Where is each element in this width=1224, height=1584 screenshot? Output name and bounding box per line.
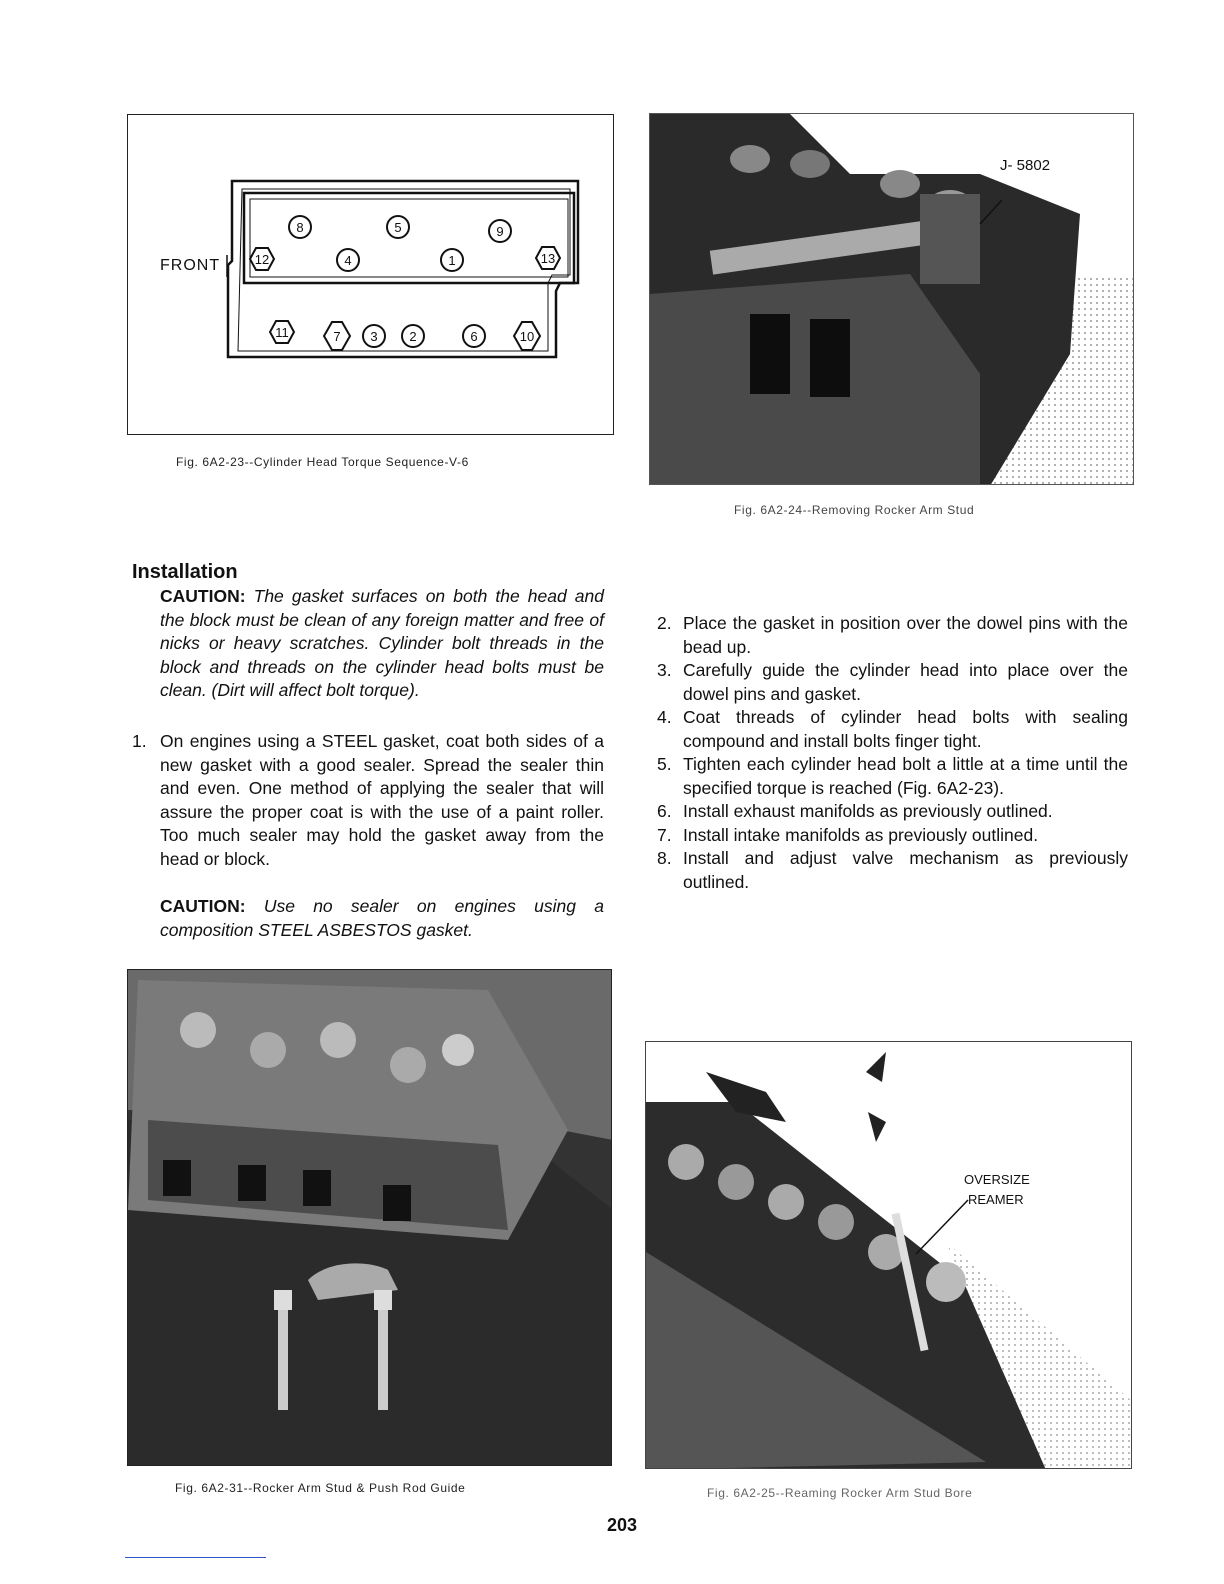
svg-text:12: 12: [254, 252, 270, 267]
step-3: 3. Carefully guide the cylinder head into place over the dowel pins and gasket.: [657, 660, 1128, 704]
bolt-11: [270, 321, 294, 343]
bolt-10: [514, 322, 540, 350]
step-7: 7. Install intake manifolds as previously outlined.: [657, 824, 1039, 845]
reaming-photo: [645, 1041, 1132, 1469]
oversize-label: OVERSIZE: [964, 1172, 1030, 1187]
deck-outline: [244, 193, 574, 283]
torque-sequence-figure: [127, 114, 614, 435]
installation-steps: [657, 612, 1128, 894]
svg-text:3: 3: [370, 329, 378, 344]
step-2: 2. Place the gasket in position over the dowel pins with the bead up.: [657, 613, 1128, 657]
bolt-2: [402, 325, 424, 347]
bolt-7: [324, 322, 350, 350]
svg-text:1: 1: [448, 253, 456, 268]
svg-text:8: 8: [296, 220, 304, 235]
bolt-1: [441, 249, 463, 271]
step-6: 6. Install exhaust manifolds as previously outlined.: [657, 801, 1053, 821]
fig-6a2-23-caption: Fig. 6A2-23--Cylinder Head Torque Sequence-V-6: [176, 455, 469, 469]
torque-sequence-diagram: [128, 115, 612, 433]
footer-rule: [125, 1557, 266, 1558]
bolt-3: [363, 325, 385, 347]
front-label: FRONT: [160, 257, 221, 274]
svg-text:5: 5: [394, 220, 402, 235]
svg-text:11: 11: [275, 325, 289, 340]
push-rod-guide-photo: [127, 969, 612, 1466]
svg-text:13: 13: [540, 251, 556, 266]
step-5: 5. Tighten each cylinder head bolt a little at a time until the specified torque is reached (Fig. 6A2-23).: [657, 754, 1128, 798]
bolt-4: [337, 249, 359, 271]
rocker-arm-stud-photo: [649, 113, 1134, 485]
fig-6a2-31-caption: Fig. 6A2-31--Rocker Arm Stud & Push Rod Guide: [175, 1481, 466, 1495]
fig-6a2-25-caption: Fig. 6A2-25--Reaming Rocker Arm Stud Bore: [707, 1486, 973, 1500]
bolt-9: [489, 220, 511, 242]
caution-2: CAUTION: Use no sealer on engines using a composition STEEL ASBESTOS gasket.: [160, 896, 604, 940]
bolt-13: [536, 247, 560, 269]
bolt-12: [250, 248, 274, 270]
svg-text:7: 7: [333, 329, 341, 344]
caution-1: CAUTION: The gasket surfaces on both the head and the block must be clean of any foreign matter and free of nicks or heavy scratches. Cylinder bolt threads in the block and threads on the cylinder head bolts must be clean. (Dirt will affect bolt torque).: [160, 586, 604, 700]
bolt-8: [289, 216, 311, 238]
bolt-5: [387, 216, 409, 238]
page-number: 203: [607, 1515, 638, 1535]
svg-text:6: 6: [470, 329, 478, 344]
step-8: 8. Install and adjust valve mechanism as previously outlined.: [657, 848, 1128, 892]
fig-6a2-24-caption: Fig. 6A2-24--Removing Rocker Arm Stud: [734, 503, 975, 517]
svg-text:10: 10: [519, 329, 535, 344]
bolt-6: [463, 325, 485, 347]
installation-heading: Installation: [132, 561, 238, 583]
svg-text:4: 4: [344, 253, 352, 268]
svg-text:9: 9: [496, 224, 504, 239]
reamer-label: REAMER: [968, 1192, 1024, 1207]
tool-label: J- 5802: [1000, 157, 1051, 174]
step-1: 1. On engines using a STEEL gasket, coat both sides of a new gasket with a good sealer. Spread the sealer thin and even. One method of applying the sealer that will assure the proper coat is with the use of a paint roller. Too much sealer may hold the gasket away from the head or block.: [132, 731, 604, 869]
step-4: 4. Coat threads of cylinder head bolts with sealing compound and install bolts finger tight.: [657, 707, 1128, 751]
svg-text:2: 2: [409, 329, 417, 344]
